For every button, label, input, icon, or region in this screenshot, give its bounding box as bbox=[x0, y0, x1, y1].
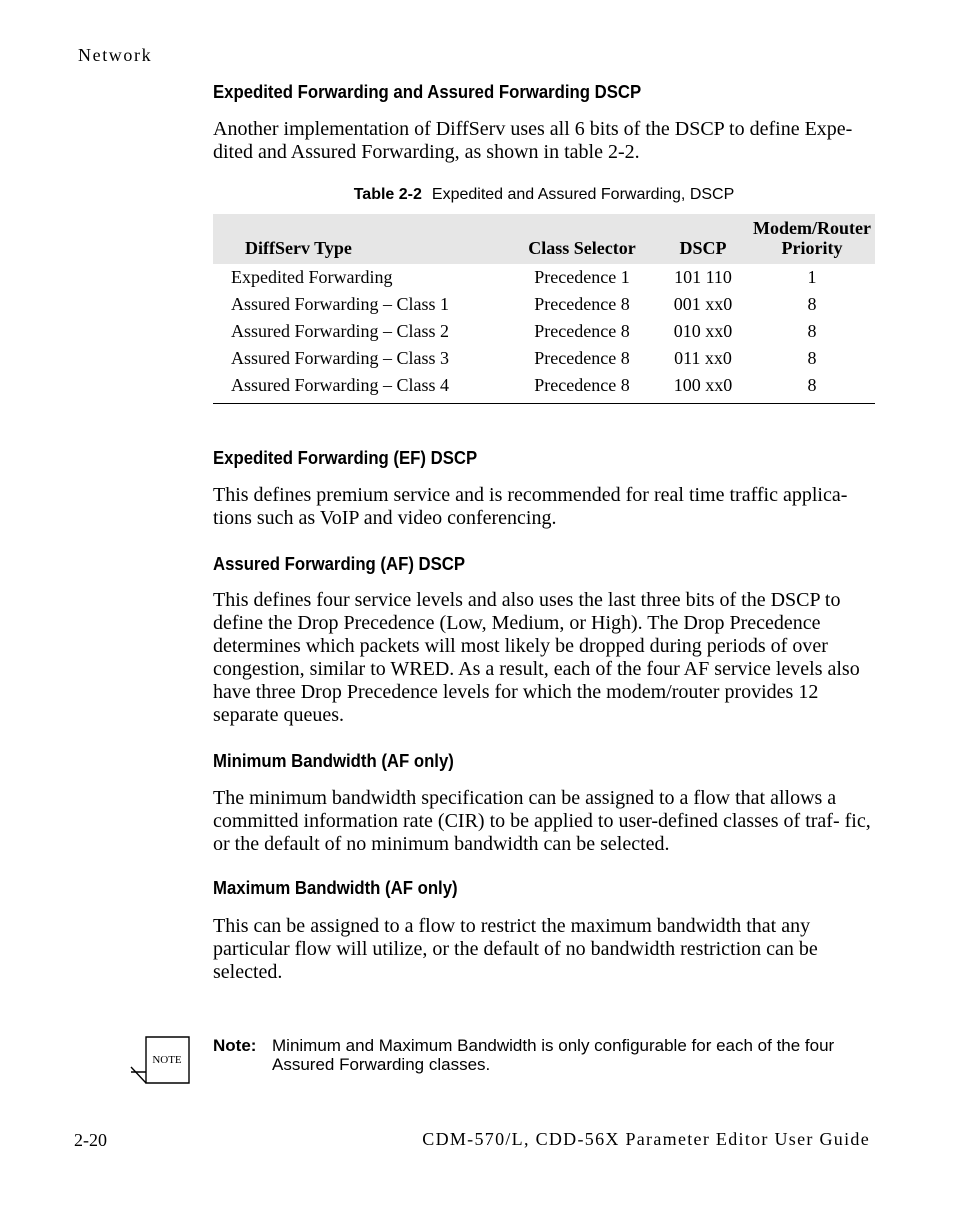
section-heading-af-dscp: Assured Forwarding (AF) DSCP bbox=[213, 554, 466, 574]
cell-priority: 8 bbox=[807, 294, 817, 314]
cell-class-selector: Precedence 8 bbox=[507, 372, 657, 404]
table-caption-label: Table 2-2 bbox=[353, 186, 422, 203]
cell-class-selector: Precedence 8 bbox=[534, 294, 630, 314]
header-priority-line1: Modem/Router bbox=[753, 218, 871, 238]
cell-dscp: 011 xx0 bbox=[674, 348, 732, 368]
note-icon-label: NOTE bbox=[152, 1054, 182, 1066]
note-icon bbox=[130, 1036, 190, 1086]
table-row bbox=[213, 291, 875, 318]
table-row bbox=[213, 318, 875, 345]
header-priority-line2: Priority bbox=[781, 238, 843, 258]
paragraph-ef-af-dscp: Another implementation of DiffServ uses all 6 bits of the DSCP to define Expe- dited and Assured Forwarding, as shown in table 2-2. bbox=[213, 118, 853, 163]
cell-dscp: 010 xx0 bbox=[673, 321, 733, 341]
table-row bbox=[213, 345, 875, 372]
page-number: 2-20 bbox=[74, 1130, 107, 1150]
section-heading-ef-af-dscp: Expedited Forwarding and Assured Forwarding DSCP bbox=[213, 82, 642, 102]
cell-class-selector: Precedence 8 bbox=[534, 348, 630, 368]
dscp-table bbox=[213, 214, 875, 404]
header-diffserv-type: DiffServ Type bbox=[213, 214, 507, 264]
table-row bbox=[213, 372, 875, 404]
table-header-row bbox=[213, 214, 875, 264]
paragraph-ef-dscp: This defines premium service and is recommended for real time traffic applica- tions such as VoIP and video conferencing. bbox=[213, 484, 848, 529]
cell-type: Expedited Forwarding bbox=[231, 267, 393, 287]
cell-type: Assured Forwarding – Class 3 bbox=[231, 348, 449, 368]
cell-dscp: 001 xx0 bbox=[673, 294, 733, 314]
table-caption-title: Expedited and Assured Forwarding, DSCP bbox=[431, 186, 735, 203]
cell-priority: 8 bbox=[807, 348, 817, 368]
note-label: Note: bbox=[213, 1036, 257, 1055]
section-heading-min-bandwidth: Minimum Bandwidth (AF only) bbox=[213, 751, 454, 771]
cell-dscp: 101 110 bbox=[674, 267, 732, 287]
paragraph-af-dscp: This defines four service levels and also uses the last three bits of the DSCP to define the Drop Precedence (Low, Medium, or High). The Drop Precedence determines which packets will most likely be dropped during periods of over congestion, similar to WRED. As a result, each of the four AF service levels also have three Drop Precedence levels for which the modem/router provides 12 separate queues. bbox=[213, 589, 860, 726]
note-body: Minimum and Maximum Bandwidth is only configurable for each of the four Assured Forwarding classes. bbox=[272, 1036, 835, 1074]
cell-dscp: 100 xx0 bbox=[657, 372, 749, 404]
cell-type: Assured Forwarding – Class 1 bbox=[231, 294, 449, 314]
paragraph-max-bandwidth: This can be assigned to a flow to restrict the maximum bandwidth that any particular flow will utilize, or the default of no bandwidth restriction can be selected. bbox=[213, 915, 818, 983]
header-class-selector: Class Selector bbox=[507, 214, 657, 264]
cell-type: Assured Forwarding – Class 2 bbox=[231, 321, 449, 341]
header-dscp: DSCP bbox=[657, 214, 749, 264]
cell-class-selector: Precedence 8 bbox=[534, 321, 630, 341]
table-caption bbox=[213, 186, 875, 204]
header-priority bbox=[749, 214, 875, 264]
footer-title: CDM-570/L, CDD-56X Parameter Editor User Guide bbox=[422, 1129, 870, 1149]
cell-priority: 1 bbox=[807, 267, 817, 287]
section-heading-max-bandwidth: Maximum Bandwidth (AF only) bbox=[213, 878, 458, 898]
section-heading-ef-dscp: Expedited Forwarding (EF) DSCP bbox=[213, 448, 478, 468]
paragraph-min-bandwidth: The minimum bandwidth specification can be assigned to a flow that allows a committed information rate (CIR) to be applied to user-defined classes of traf- fic, or the default of no minimum bandwidth can be selected. bbox=[213, 787, 871, 855]
cell-class-selector: Precedence 1 bbox=[534, 267, 630, 287]
cell-priority: 8 bbox=[749, 372, 875, 404]
table-row bbox=[213, 264, 875, 291]
cell-priority: 8 bbox=[807, 321, 817, 341]
cell-type: Assured Forwarding – Class 4 bbox=[213, 372, 507, 404]
running-head: Network bbox=[78, 45, 153, 65]
